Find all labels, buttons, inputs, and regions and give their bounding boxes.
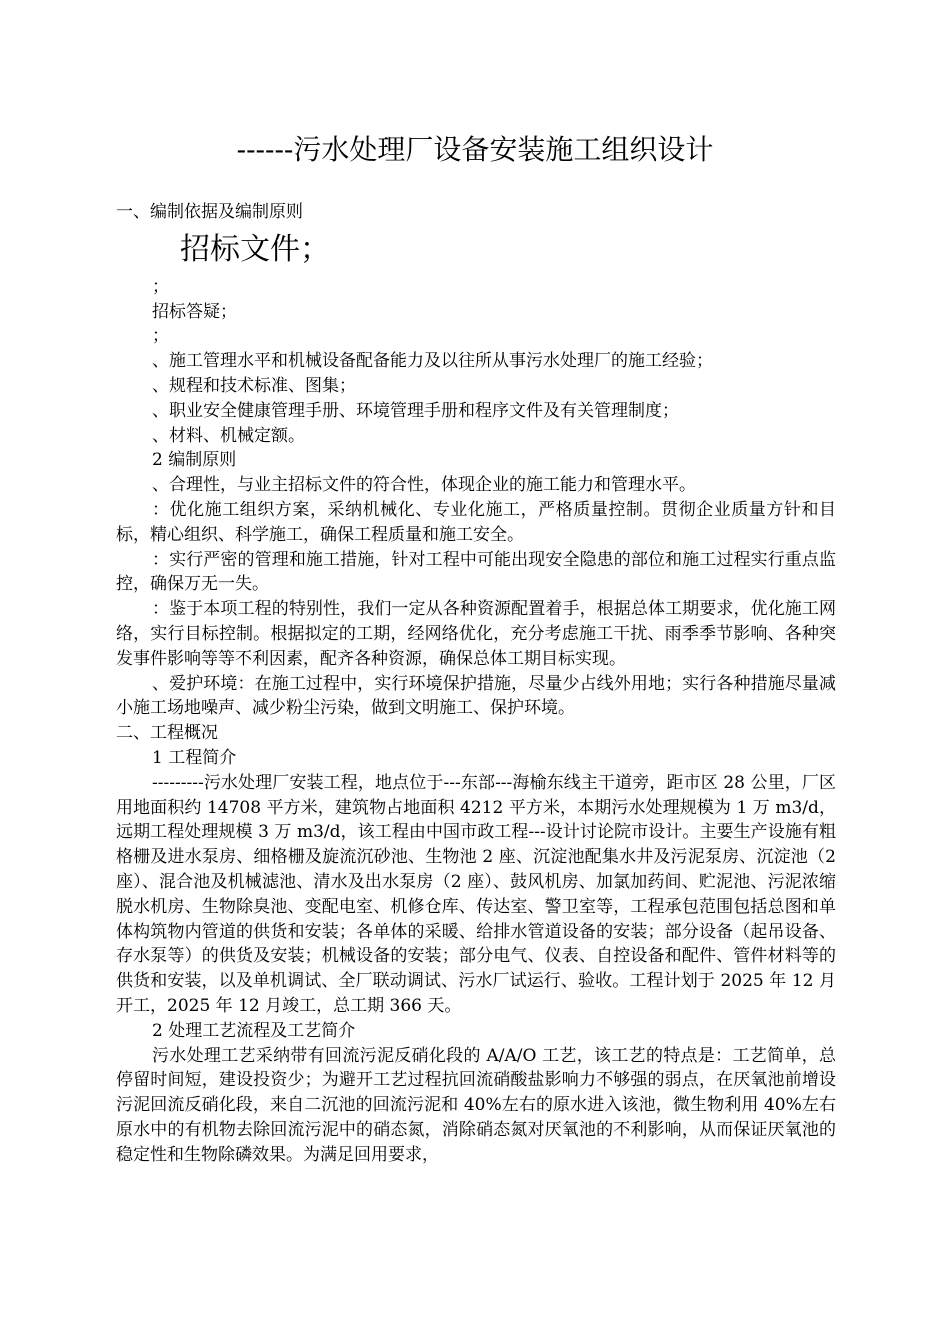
paragraph: 、合理性，与业主招标文件的符合性，体现企业的施工能力和管理水平。 xyxy=(152,475,696,496)
list-item: 、职业安全健康管理手册、环境管理手册和程序文件及有关管理制度； xyxy=(152,400,679,421)
list-item: 招标答疑； xyxy=(152,301,237,322)
list-item: 、施工管理水平和机械设备配备能力及以往所从事污水处理厂的施工经验； xyxy=(152,351,713,372)
list-item: 、材料、机械定额。 xyxy=(152,425,305,446)
paragraph: 污水处理工艺采纳带有回流污泥反硝化段的 A/A/O 工艺，该工艺的特点是：工艺简单，总停留时间短，建设投资少；为避开工艺过程抗回流硝酸盐影响力不够强的弱点，在厌氧池前增设污泥回流反硝化段，来自二沉池的回流污泥和 40%左右的原水进入该池，微生物利用 40%左右原水中的有机物去除回流污泥中的硝态氮，消除硝态氮对厌氧池的不利影响，从而保证厌氧池的稳定性和生物除磷效果。为满足回用要求， xyxy=(116,1045,836,1165)
paragraph: ---------污水处理厂安装工程，地点位于---东部---海榆东线主干道旁，距市区 28 公里，厂区用地面积约 14708 平方米，建筑物占地面积 4212 平方米，本期污水处理规模为 1 万 m3/d，远期工程处理规模 3 万 m3/d，该工程由中国市政工程---设计讨论院市设计。主要生产设施有粗格栅及进水泵房、细格栅及旋流沉砂池、生物池 2 座、沉淀池配集水井及污泥泵房、沉淀池（2 座）、混合池及机械滤池、清水及出水泵房（2 座）、鼓风机房、加氯加药间、贮泥池、污泥浓缩脱水机房、生物除臭池、变配电室、机修仓库、传达室、警卫室等，工程承包范围包括总图和单体构筑物内管道的供货和安装；各单体的采暖、给排水管道设备的安装；部分设备（起吊设备、存水泵等）的供货及安装；机械设备的安装；部分电气、仪表、自控设备和配件、管件材料等的供货和安装，以及单机调试、全厂联动调试、污水厂试运行、验收。工程计划于 2025 年 12 月开工，2025 年 12 月竣工，总工期 366 天。 xyxy=(116,772,836,1016)
section-heading-1: 一、编制依据及编制原则 xyxy=(116,202,303,222)
subsection-heading: 1 工程简介 xyxy=(152,747,237,768)
paragraph: ：实行严密的管理和施工措施，针对工程中可能出现安全隐患的部位和施工过程实行重点监控，确保万无一失。 xyxy=(116,549,836,595)
paragraph: 、爱护环境：在施工过程中，实行环境保护措施，尽量少占线外用地；实行各种措施尽量减小施工场地噪声、减少粉尘污染，做到文明施工、保护环境。 xyxy=(116,673,836,719)
bid-document-item: 招标文件； xyxy=(180,231,330,267)
list-item: ； xyxy=(152,276,169,297)
section-heading-2: 二、工程概况 xyxy=(116,723,218,744)
list-item: ； xyxy=(152,326,169,347)
paragraph: ：鉴于本项工程的特别性，我们一定从各种资源配置着手，根据总体工期要求，优化施工网络，实行目标控制。根据拟定的工期，经网络优化，充分考虑施工干扰、雨季季节影响、各种突发事件影响等等不利因素，配齐各种资源，确保总体工期目标实现。 xyxy=(116,599,836,669)
paragraph: ：优化施工组织方案，采纳机械化、专业化施工，严格质量控制。贯彻企业质量方针和目标，精心组织、科学施工，确保工程质量和施工安全。 xyxy=(116,499,836,545)
document-title: ------污水处理厂设备安装施工组织设计 xyxy=(236,133,714,166)
document-body xyxy=(116,200,836,1167)
subsection-heading: 2 处理工艺流程及工艺简介 xyxy=(152,1020,356,1041)
list-item: 、规程和技术标准、图集； xyxy=(152,375,356,396)
subsection-heading: 2 编制原则 xyxy=(152,450,237,471)
